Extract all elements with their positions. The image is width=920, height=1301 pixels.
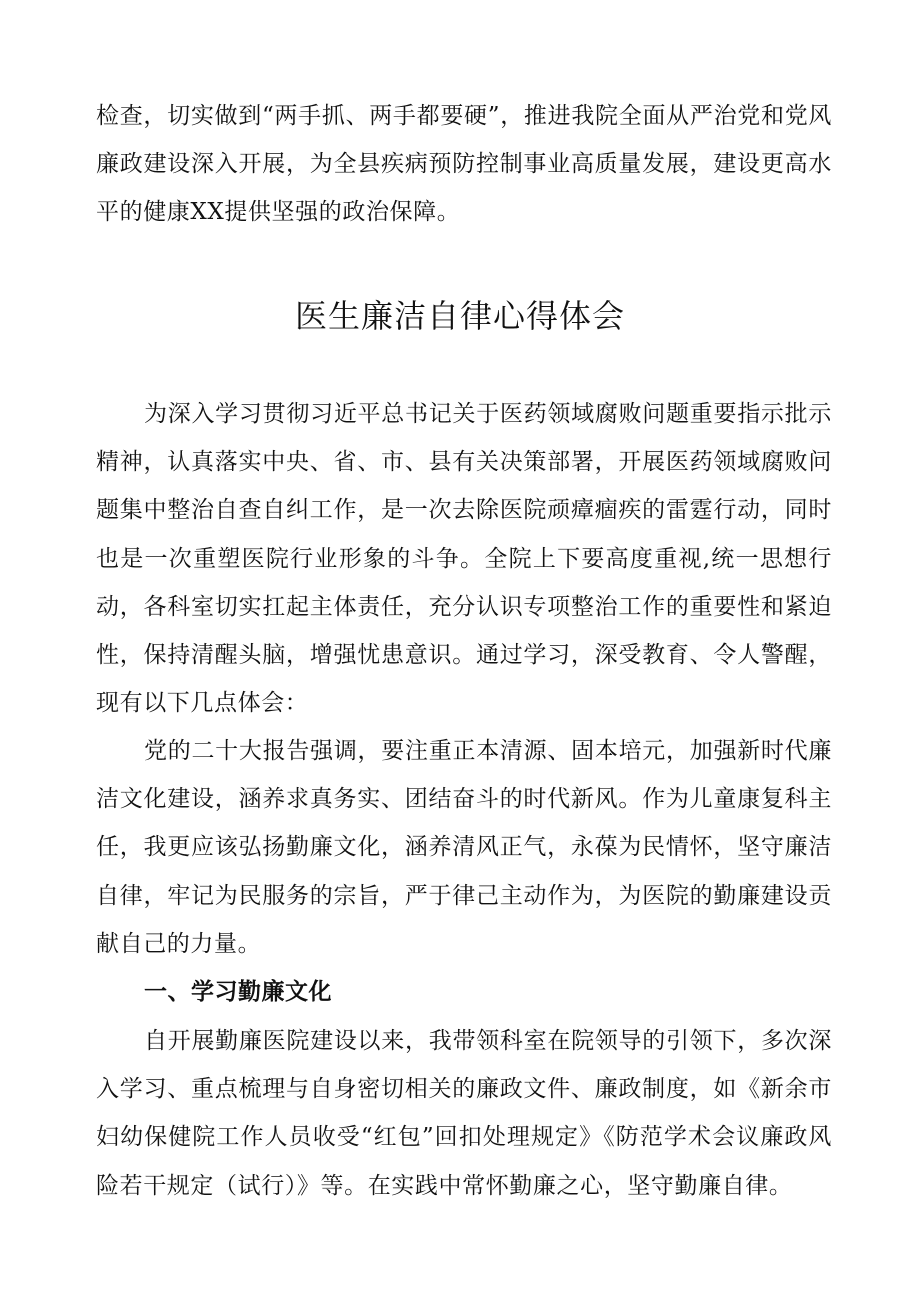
intro-paragraph: 为深入学习贯彻习近平总书记关于医药领域腐败问题重要指示批示精神，认真落实中央、省、市、县有关决策部署，开展医药领域腐败问题集中整治自查自纠工作，是一次去除医院顽瘴痼疾的雷霆行动，同时也是一次重塑医院行业形象的斗争。全院上下要高度重视,统一思想行动，各科室切实扛起主体责任，充分认识专项整治工作的重要性和紧迫性，保持清醒头脑，增强忧患意识。通过学习，深受教育、令人警醒，现有以下几点体会： [96, 401, 832, 717]
section-paragraph: 自开展勤廉医院建设以来，我带领科室在院领导的引领下，多次深入学习、重点梳理与自身密切相关的廉政文件、廉政制度，如《新余市妇幼保健院工作人员收受“红包”回扣处理规定》《防范学术会议廉政风险若干规定（试行）》等。在实践中常怀勤廉之心，坚守勤廉自律。 [96, 1028, 832, 1199]
continuation-paragraph: 检查，切实做到“两手抓、两手都要硬”，推进我院全面从严治党和党风廉政建设深入开展，为全县疾病预防控制事业高质量发展，建设更高水平的健康XX提供坚强的政治保障。 [96, 103, 832, 226]
document-title: 医生廉洁自律心得体会 [294, 297, 625, 335]
section-heading: 一、学习勤廉文化 [144, 979, 332, 1005]
second-paragraph: 党的二十大报告强调，要注重正本清源、固本培元，加强新时代廉洁文化建设，涵养求真务实、团结奋斗的时代新风。作为儿童康复科主任，我更应该弘扬勤廉文化，涵养清风正气，永葆为民情怀，坚守廉洁自律，牢记为民服务的宗旨，严于律己主动作为，为医院的勤廉建设贡献自己的力量。 [96, 738, 832, 957]
